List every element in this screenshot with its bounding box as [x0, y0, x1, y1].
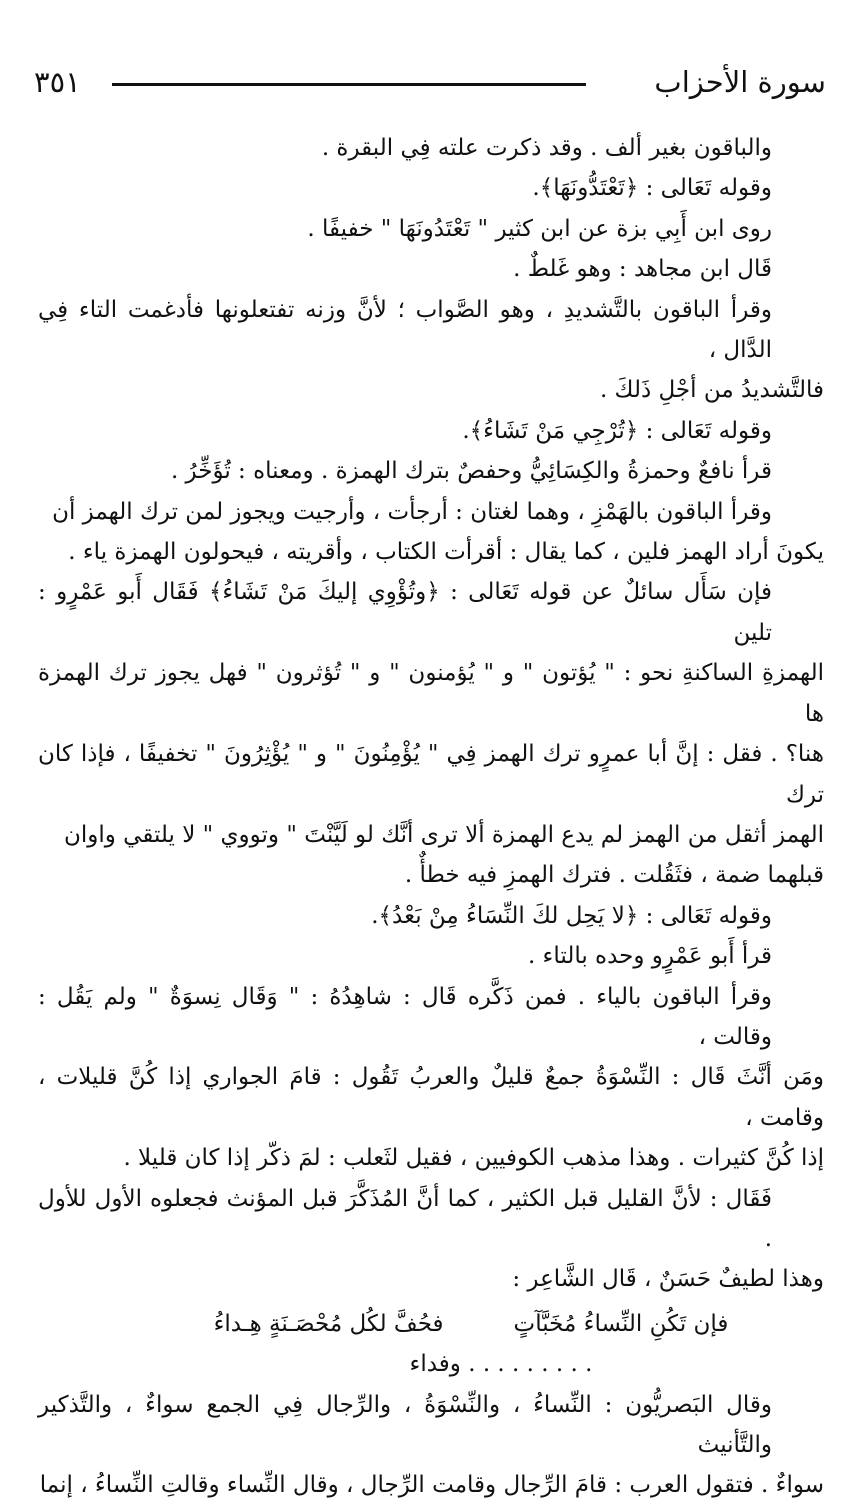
text-line: وقرأ الباقون بالهَمْزِ ، وهما لغتان : أرجأت ، وأرجيت ويجوز لمن ترك الهمز أن [52, 498, 772, 525]
page-number: ٣٥١ [34, 65, 81, 99]
verse-hemistich-left: فحُفَّ لكُل مُحْصَـنَةٍ هِـداءُ [213, 1310, 444, 1337]
text-line: وقال البَصريُّون : النِّساءُ ، والنِّسْوَةُ ، والرِّجال فِي الجمع سواءٌ ، والتَّذكير والتَّأنيث [38, 1391, 772, 1458]
text-line: فَقَال : لأنَّ القليل قبل الكثير ، كما أنَّ المُذَكَّرَ قبل المؤنث فجعلوه الأول للأول . [38, 1185, 772, 1252]
text-line: قرأ نافعٌ وحمزةُ والكِسَائِيُّ وحفصٌ بترك الهمزة . ومعناه : تُؤَخِّرُ . [170, 458, 772, 485]
header-rule [112, 83, 586, 86]
text-line: سواءٌ . فتقول العرب : قامَ الرِّجال وقامت الرِّجال ، وقال النِّساء وقالتِ النِّساءُ ، إنما [39, 1472, 824, 1499]
text-line: فإن سَأَل سائلٌ عن قوله تَعَالى : ﴿وتُؤْوِي إليكَ مَنْ تَشَاءُ﴾ فَقَال أَبو عَمْرٍو : تلين [38, 579, 772, 646]
text-line: وقرأ الباقون بالياء . فمن ذَكَّره قَال : شاهِدُهُ : " وَقَال نِسوَةٌ " ولم يَقُل : وقالت ، [38, 983, 772, 1050]
page-body [38, 128, 824, 1506]
text-line: فالتَّشديدُ من أجْلِ ذَلكَ . [599, 377, 824, 404]
surah-title: سورة الأحزاب [654, 65, 826, 99]
verse-continuation: . . . . . . . . . وفداء [409, 1351, 593, 1378]
text-line: روى ابن أَبِي بزة عن ابن كثير " تَعْتَدُونَهَا " خفيفًا . [307, 215, 772, 242]
text-line: هنا؟ . فقل : إنَّ أبا عمرٍو ترك الهمز فِي " يُؤْمِنُونَ " و " يُؤْثِرُونَ " تخفيفًا ، فإذا كان ترك [38, 741, 824, 808]
text-line: قَال ابن مجاهد : وهو غَلطٌ . [513, 256, 772, 283]
text-line: وقوله تَعَالى : ﴿تُرْجِي مَنْ تَشَاءُ﴾. [462, 417, 772, 444]
text-line: وهذا لطيفٌ حَسَنٌ ، قَال الشَّاعِر : [512, 1266, 824, 1293]
text-line: يكونَ أراد الهمز فلين ، كما يقال : أقرأت الكتاب ، وأقريته ، فيحولون الهمزة ياء . [68, 539, 824, 566]
text-line: الهمزةِ الساكنةِ نحو : " يُؤتون " و " يُؤمنون " و " تُؤثرون " فهل يجوز ترك الهمزة ها [38, 660, 824, 727]
text-line: وقوله تَعَالى : ﴿لا يَحِل لكَ النِّسَاءُ مِنْ بَعْدُ﴾. [371, 902, 772, 929]
text-line: إذا كُنَّ كثيرات . وهذا مذهب الكوفيين ، فقيل لثَعلب : لمَ ذكّر إذا كان قليلا . [123, 1145, 824, 1172]
text-line: الهمز أثقل من الهمز لم يدع الهمزة ألا ترى أنَّك لو لَيَّنْتَ " وتووي " لا يلتقي واوان [63, 821, 824, 848]
text-line: ومَن أنَّثَ قَال : النِّسْوَةُ جمعٌ قليلٌ والعربُ تَقُول : قامَ الجواري إذا كُنَّ قليلات ، وقامت ، [38, 1064, 824, 1131]
text-line: قرأ أَبو عَمْرٍو وحده بالتاء . [527, 943, 772, 970]
text-line: وقوله تَعَالى : ﴿تَعْتَدُّونَهَا﴾. [532, 175, 772, 202]
poetry-verse [38, 1304, 824, 1344]
running-header [34, 62, 826, 102]
text-line: والباقون بغير ألف . وقد ذكرت علته فِي البقرة . [321, 135, 772, 161]
text-line: وقرأ الباقون بالتَّشديدِ ، وهو الصَّواب ؛ لأنَّ وزنه تفتعلونها فأدغمت التاء فِي الدَّال ، [38, 296, 772, 364]
text-line: قبلهما ضمة ، فثَقُلت . فترك الهمزِ فيه خطأٌ . [404, 862, 824, 889]
verse-hemistich-right: فإن تَكُنِ النِّساءُ مُخَبَّآتٍ [513, 1310, 729, 1337]
